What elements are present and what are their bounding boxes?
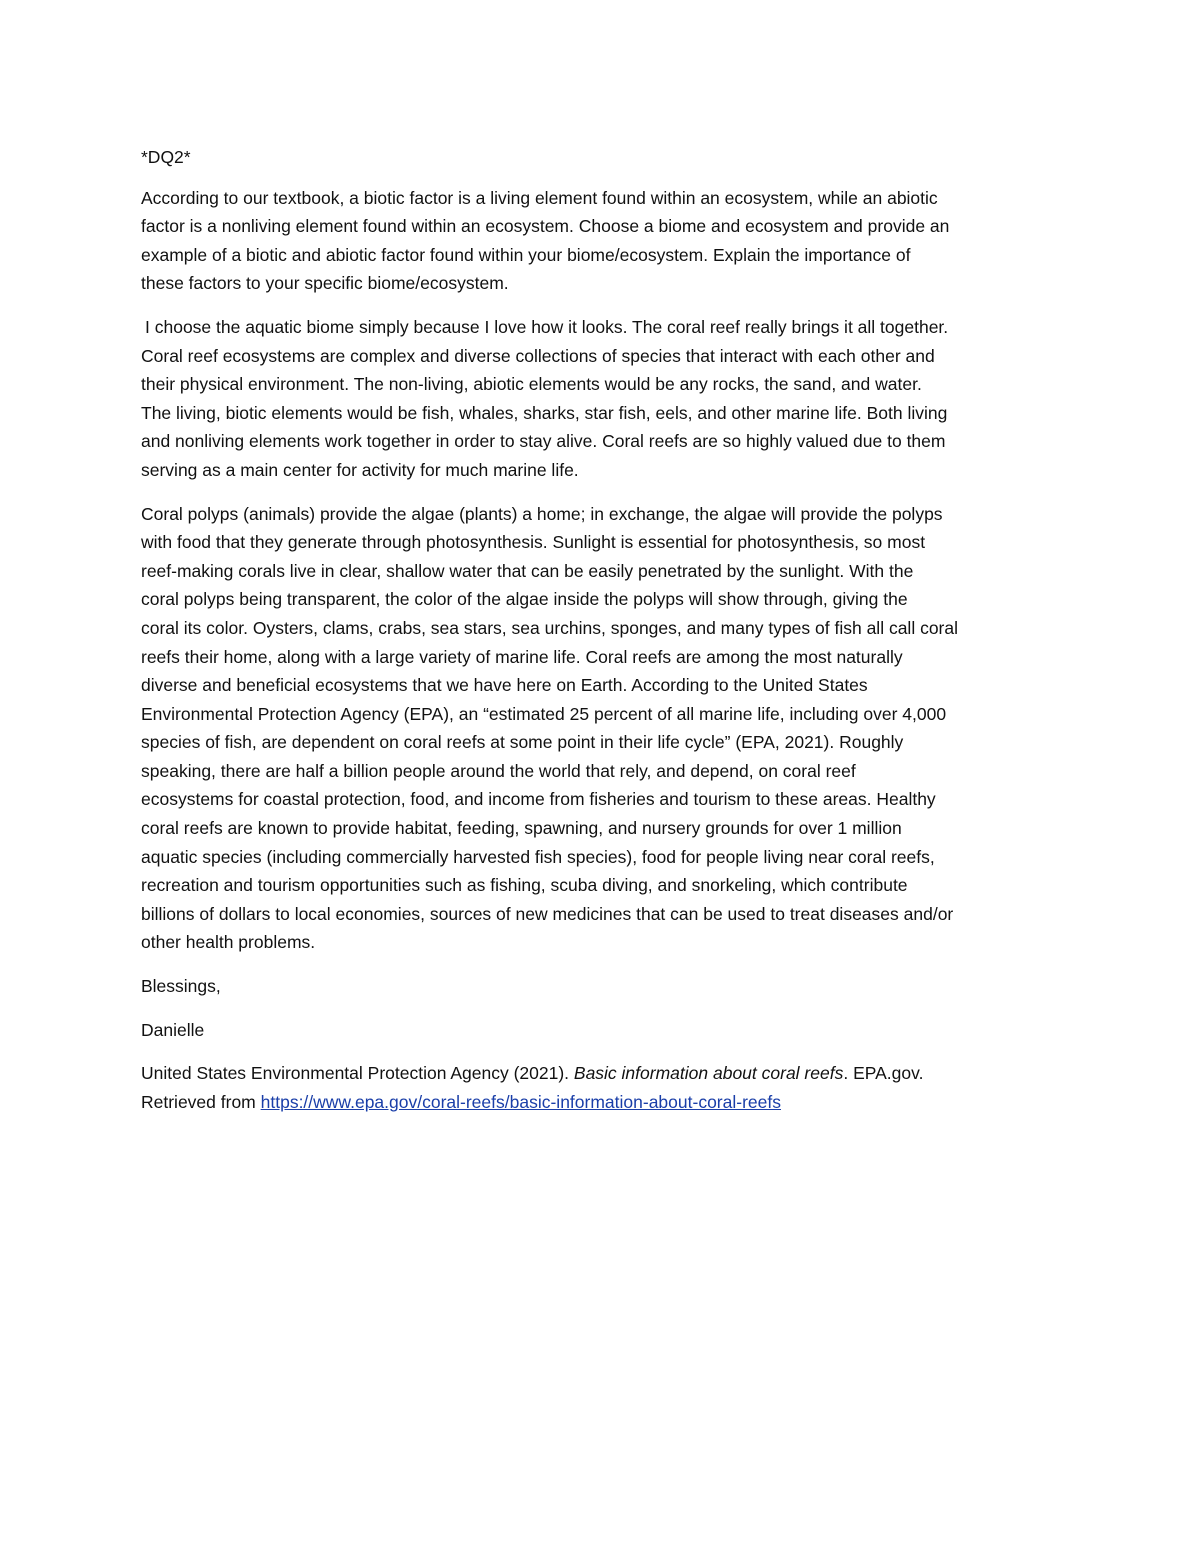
response-paragraph-1	[141, 313, 1061, 485]
paragraph-line: speaking, there are half a billion people around the world that rely, and depend, on coral reef	[141, 760, 856, 781]
prompt-paragraph	[141, 184, 1061, 298]
reference-title: Basic information about coral reefs	[573, 1063, 844, 1084]
response-paragraph-2	[141, 500, 1061, 958]
paragraph-line: Coral polyps (animals) provide the algae (plants) a home; in exchange, the algae will provide the polyps	[141, 503, 943, 524]
paragraph-line: reefs their home, along with a large variety of marine life. Coral reefs are among the most naturally	[141, 646, 903, 667]
paragraph-line: recreation and tourism opportunities such as fishing, scuba diving, and snorkeling, which contribute	[141, 875, 908, 896]
prompt-line: According to our textbook, a biotic factor is a living element found within an ecosystem, while an abiotic	[141, 187, 938, 208]
paragraph-line: billions of dollars to local economies, sources of new medicines that can be used to treat diseases and/or	[141, 903, 954, 924]
signature: Danielle	[141, 1019, 205, 1040]
reference-retrieved-label: Retrieved from	[141, 1091, 261, 1112]
reference-publisher: . EPA.gov.	[843, 1063, 924, 1084]
prompt-line: factor is a nonliving element found within an ecosystem. Choose a biome and ecosystem and provide an	[141, 216, 950, 237]
paragraph-line: and nonliving elements work together in order to stay alive. Coral reefs are so highly valued due to them	[141, 431, 946, 452]
paragraph-line: species of fish, are dependent on coral reefs at some point in their life cycle” (EPA, 2021). Roughly	[141, 732, 904, 753]
prompt-line: example of a biotic and abiotic factor found within your biome/ecosystem. Explain the importance of	[141, 244, 911, 265]
prompt-line: these factors to your specific biome/ecosystem.	[141, 273, 509, 294]
paragraph-line: diverse and beneficial ecosystems that we have here on Earth. According to the United States	[141, 675, 868, 696]
paragraph-line: their physical environment. The non-living, abiotic elements would be any rocks, the sand, and water.	[141, 374, 922, 395]
paragraph-line: coral reefs are known to provide habitat, feeding, spawning, and nursery grounds for over 1 million	[141, 818, 902, 839]
paragraph-line: Coral reef ecosystems are complex and diverse collections of species that interact with each other and	[141, 345, 935, 366]
paragraph-line: ecosystems for coastal protection, food, and income from fisheries and tourism to these areas. Healthy	[141, 789, 936, 810]
paragraph-line: reef-making corals live in clear, shallow water that can be easily penetrated by the sunlight. With the	[141, 560, 914, 581]
document-heading: *DQ2*	[141, 147, 191, 167]
paragraph-line: The living, biotic elements would be fish, whales, sharks, star fish, eels, and other marine life. Both living	[141, 402, 948, 423]
paragraph-line: I choose the aquatic biome simply because I love how it looks. The coral reef really brings it all together.	[145, 316, 949, 337]
reference-entry	[141, 1059, 1061, 1116]
paragraph-line: other health problems.	[141, 932, 316, 953]
reference-url-link[interactable]: https://www.epa.gov/coral-reefs/basic-information-about-coral-reefs	[260, 1091, 781, 1112]
paragraph-line: aquatic species (including commercially harvested fish species), food for people living near coral reefs,	[141, 846, 935, 867]
paragraph-line: coral polyps being transparent, the color of the algae inside the polyps will show through, giving the	[141, 589, 908, 610]
reference-citation-line	[141, 1059, 1061, 1088]
paragraph-line: serving as a main center for activity for much marine life.	[141, 459, 579, 480]
reference-retrieved-line	[141, 1088, 1061, 1117]
closing: Blessings,	[141, 976, 221, 997]
paragraph-line: coral its color. Oysters, clams, crabs, sea stars, sea urchins, sponges, and many types of fish all call coral	[141, 617, 958, 638]
reference-author-year: United States Environmental Protection Agency (2021).	[141, 1063, 574, 1084]
document-page	[141, 143, 1061, 1131]
paragraph-line: with food that they generate through photosynthesis. Sunlight is essential for photosynthesis, so most	[141, 532, 926, 553]
paragraph-line: Environmental Protection Agency (EPA), an “estimated 25 percent of all marine life, including over 4,000	[141, 703, 947, 724]
